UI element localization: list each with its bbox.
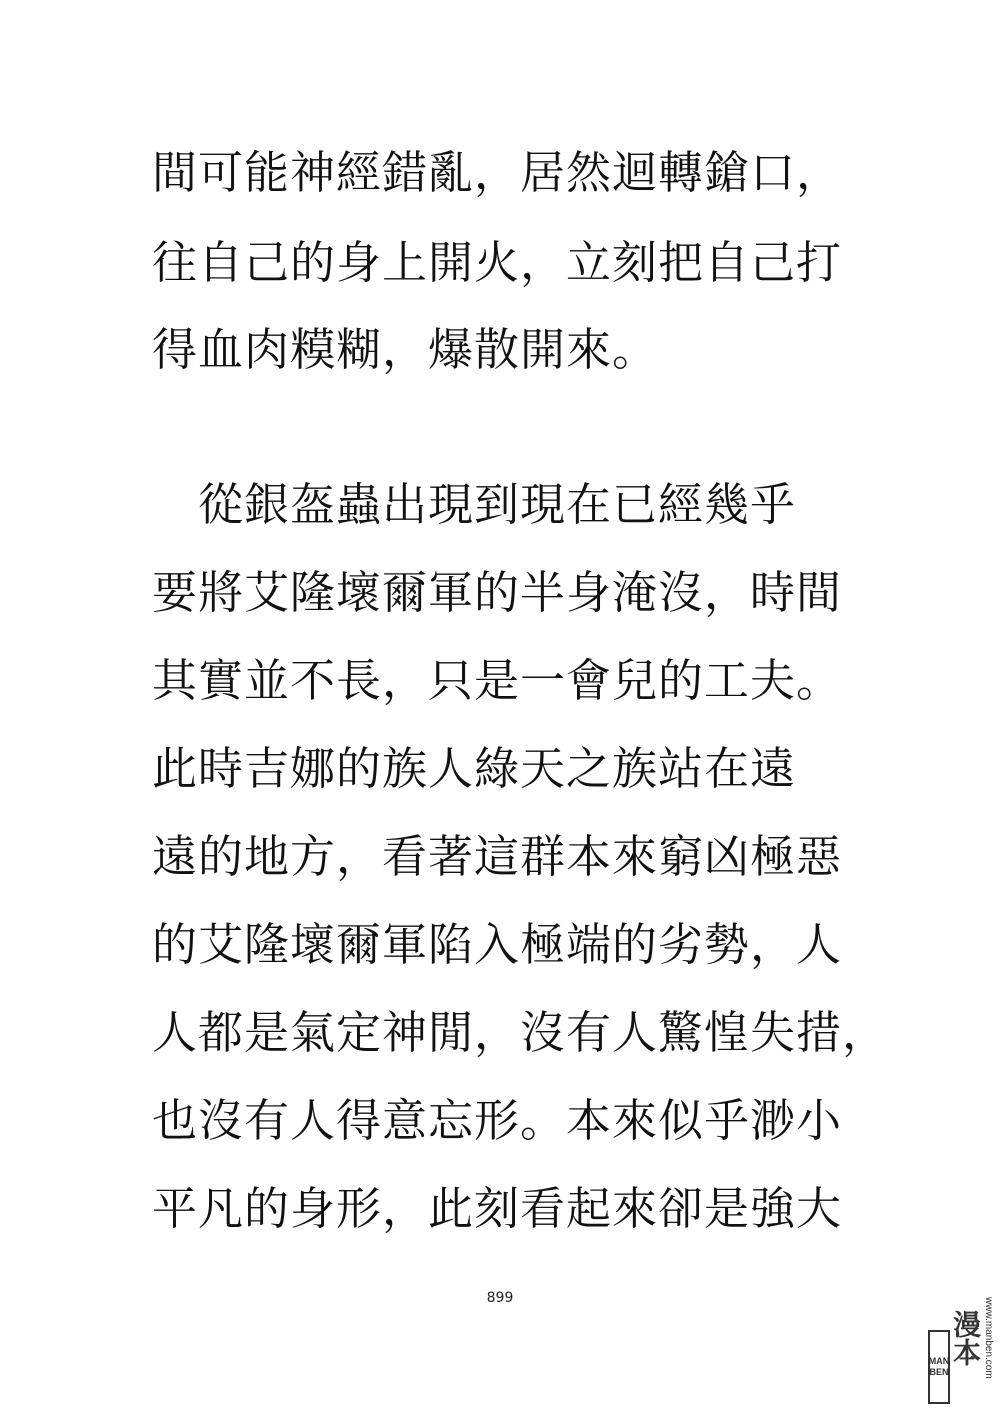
text-line: 得血肉糢糊，爆散開來。 <box>152 323 659 376</box>
text-line: 其實並不長，只是一會兒的工夫。 <box>152 654 843 707</box>
watermark-box <box>928 1330 950 1404</box>
text-line: 遠的地方，看著這群本來窮凶極惡 <box>152 830 843 883</box>
text-line: 往自己的身上開火，立刻把自己打 <box>152 236 843 289</box>
text-line: 要將艾隆壞爾軍的半身淹沒，時間 <box>152 566 843 619</box>
watermark-url: www.manben.com <box>983 1297 994 1379</box>
watermark-logo <box>928 1268 996 1408</box>
text-line: 平凡的身形，此刻看起來卻是強大 <box>152 1182 843 1235</box>
text-line: 間可能神經錯亂，居然迴轉鎗口， <box>152 146 843 199</box>
watermark-box-text: MAN <box>928 1356 950 1366</box>
text-line: 從銀盔蟲出現到現在已經幾乎 <box>152 478 797 531</box>
watermark-box-text: BEN <box>929 1367 949 1377</box>
text-line: 的艾隆壞爾軍陷入極端的劣勢，人 <box>152 918 843 971</box>
text-line: 人都是氣定神閒，沒有人驚惶失措， <box>152 1006 889 1059</box>
watermark-glyphs: 漫本 <box>949 1310 982 1366</box>
text-line: 也沒有人得意忘形。本來似乎渺小 <box>152 1094 843 1147</box>
page-number: 899 <box>486 1290 514 1306</box>
text-line: 此時吉娜的族人綠天之族站在遠 <box>152 742 797 795</box>
